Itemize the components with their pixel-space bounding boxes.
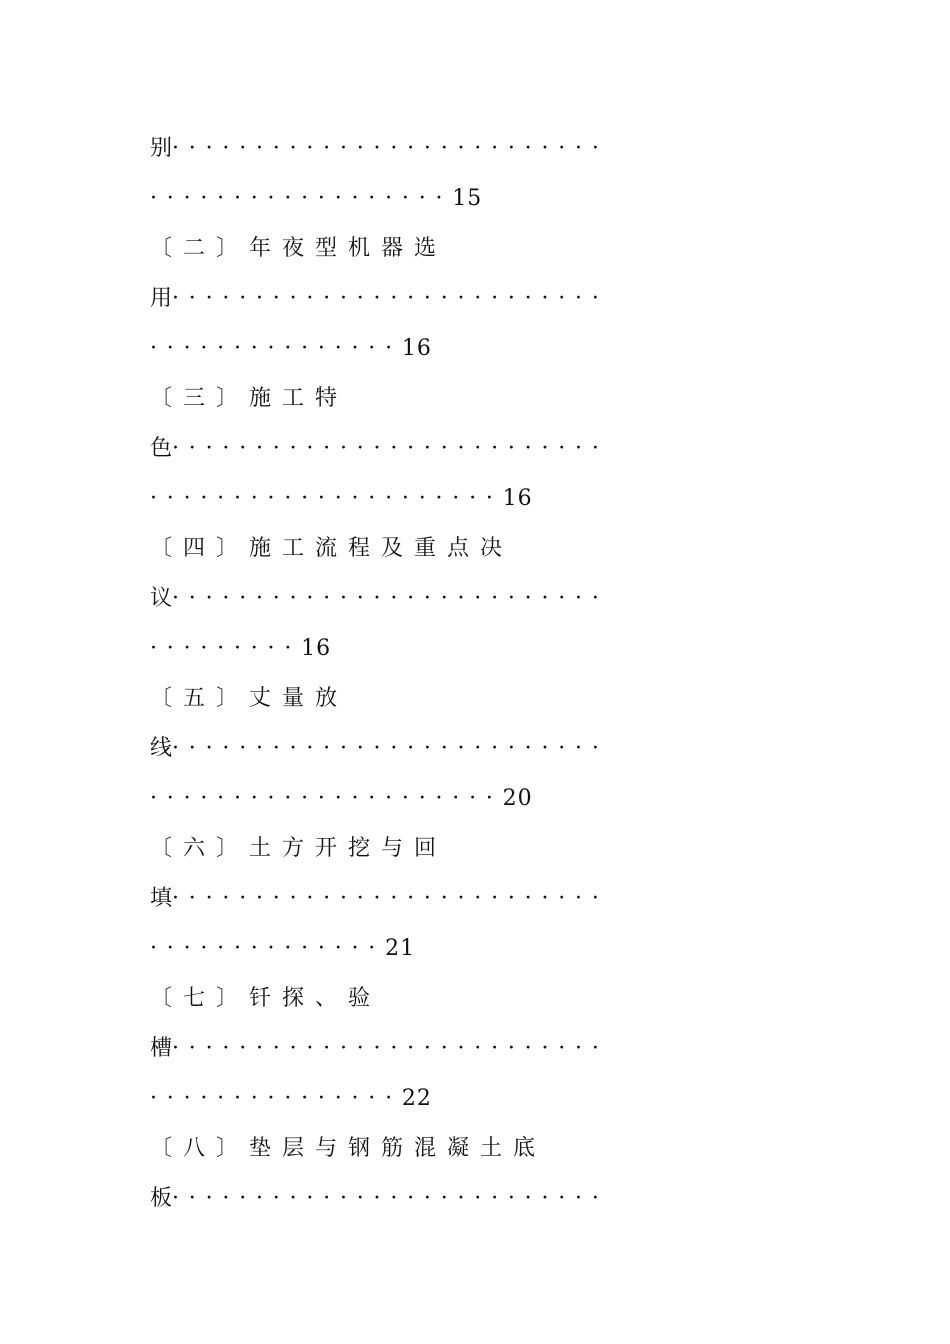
toc-leader-dots: ·························· bbox=[172, 286, 609, 311]
toc-leader-dots: ·························· bbox=[172, 886, 609, 911]
toc-page-number: 16 bbox=[301, 636, 332, 661]
toc-tail-char: 线 bbox=[150, 736, 173, 761]
toc-line-tail bbox=[150, 134, 609, 164]
toc-line-tail bbox=[150, 584, 609, 614]
toc-tail-char: 板 bbox=[150, 1186, 173, 1211]
toc-line-page bbox=[150, 184, 482, 214]
toc-leader-dots: ·························· bbox=[172, 136, 609, 161]
toc-leader-dots: ·························· bbox=[172, 1186, 609, 1211]
toc-page-number: 20 bbox=[502, 786, 533, 811]
toc-leader-dots: ····················· bbox=[150, 486, 503, 511]
toc-tail-char: 填 bbox=[150, 886, 173, 911]
toc-line-tail bbox=[150, 734, 609, 764]
toc-leader-dots: ····················· bbox=[150, 786, 503, 811]
toc-heading: 〔四〕施工流程及重点决 bbox=[150, 536, 514, 561]
toc-page-number: 15 bbox=[452, 186, 483, 211]
toc-page-number: 16 bbox=[502, 486, 533, 511]
toc-line-tail bbox=[150, 1184, 609, 1214]
toc-heading: 〔六〕土方开挖与回 bbox=[150, 836, 448, 861]
toc-leader-dots: ··············· bbox=[150, 336, 402, 361]
toc-page-number: 16 bbox=[401, 336, 432, 361]
toc-line-page bbox=[150, 334, 432, 364]
toc-tail-char: 用 bbox=[150, 286, 173, 311]
toc-leader-dots: ·························· bbox=[172, 586, 609, 611]
toc-heading: 〔三〕施工特 bbox=[150, 386, 349, 411]
toc-page-number: 21 bbox=[385, 936, 416, 961]
toc-leader-dots: ··············· bbox=[150, 1086, 402, 1111]
toc-leader-dots: ·························· bbox=[172, 736, 609, 761]
toc-tail-char: 色 bbox=[150, 436, 173, 461]
toc-heading: 〔二〕年夜型机器选 bbox=[150, 236, 448, 261]
toc-line-page bbox=[150, 1084, 432, 1114]
toc-leader-dots: ·························· bbox=[172, 436, 609, 461]
toc-line-tail bbox=[150, 884, 609, 914]
toc-line-tail bbox=[150, 1034, 609, 1064]
toc-page-number: 22 bbox=[401, 1086, 432, 1111]
toc-leader-dots: ·················· bbox=[150, 186, 453, 211]
toc-line-page bbox=[150, 934, 415, 964]
toc-line-page bbox=[150, 784, 533, 814]
toc-tail-char: 议 bbox=[150, 586, 173, 611]
toc-leader-dots: ·························· bbox=[172, 1036, 609, 1061]
toc-line-tail bbox=[150, 284, 609, 314]
toc-leader-dots: ········· bbox=[150, 636, 302, 661]
toc-leader-dots: ·············· bbox=[150, 936, 386, 961]
toc-tail-char: 槽 bbox=[150, 1036, 173, 1061]
toc-heading: 〔七〕钎探、验 bbox=[150, 986, 382, 1011]
toc-line-page bbox=[150, 634, 331, 664]
toc-line-tail bbox=[150, 434, 609, 464]
toc-line-page bbox=[150, 484, 533, 514]
toc-tail-char: 别 bbox=[150, 136, 173, 161]
toc-heading: 〔八〕垫层与钢筋混凝土底 bbox=[150, 1136, 547, 1161]
toc-heading: 〔五〕丈量放 bbox=[150, 686, 349, 711]
